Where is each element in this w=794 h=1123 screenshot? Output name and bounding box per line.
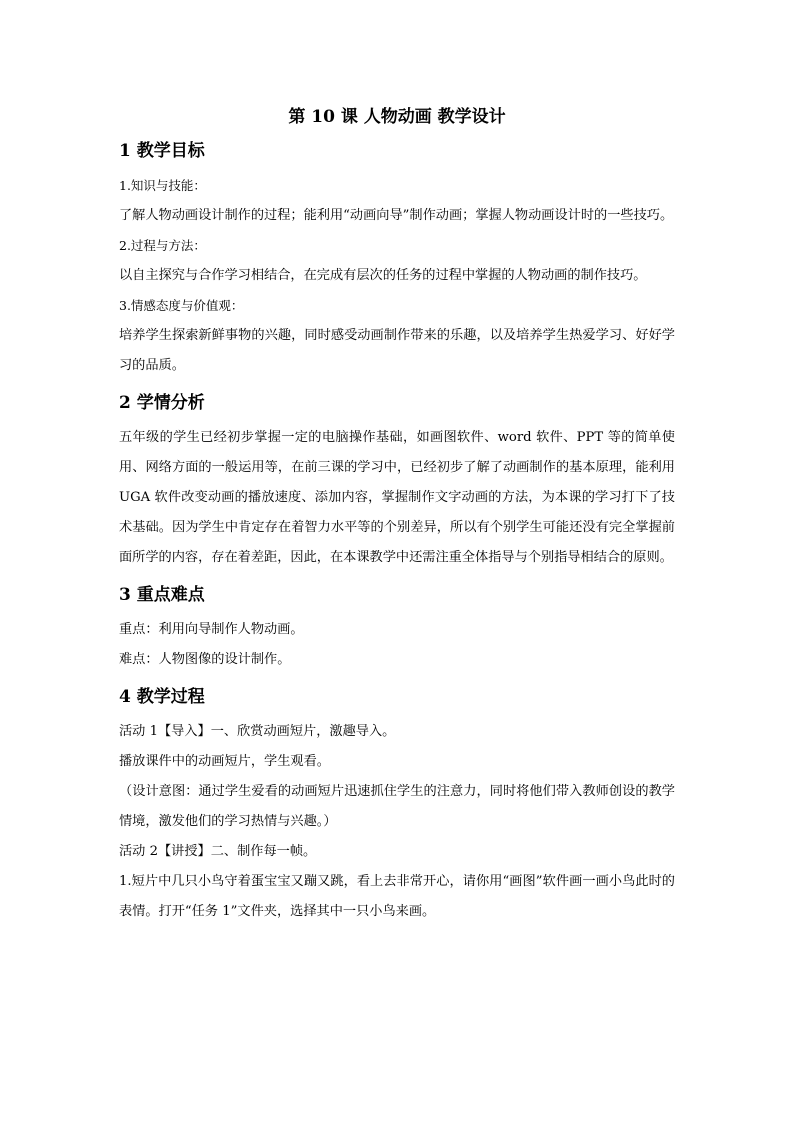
paragraph-key-point: 重点：利用向导制作人物动画。 [119, 622, 304, 637]
paragraph-activity-2: 活动 2【讲授】二、制作每一帧。 [119, 844, 317, 859]
document-content [119, 102, 675, 927]
paragraph-process-method-label: 2.过程与方法： [119, 238, 206, 253]
paragraph-emotion-values-label: 3.情感态度与价值观： [119, 298, 244, 313]
section-heading-teaching-process: 4 教学过程 [119, 687, 205, 707]
paragraph-emotion-values: 培养学生探索新鲜事物的兴趣，同时感受动画制作带来的乐趣，以及培养学生热爱学习、好好学习的品质。 [119, 328, 675, 373]
paragraph-design-intent: （设计意图：通过学生爱看的动画短片迅速抓住学生的注意力，同时将他们带入教师创设的教学情境，激发他们的学习热情与兴趣。） [119, 784, 675, 829]
paragraph-task-1: 1.短片中几只小鸟守着蛋宝宝又蹦又跳，看上去非常开心，请你用“画图”软件画一画小鸟此时的表情。打开“任务 1”文件夹，选择其中一只小鸟来画。 [119, 874, 675, 919]
paragraph-process-method: 以自主探究与合作学习相结合，在完成有层次的任务的过程中掌握的人物动画的制作技巧。 [119, 268, 647, 283]
paragraph-knowledge-skills-label: 1.知识与技能： [119, 178, 206, 193]
section-heading-teaching-goals: 1 教学目标 [119, 141, 205, 161]
section-heading-learner-analysis: 2 学情分析 [119, 393, 205, 413]
paragraph-knowledge-skills: 了解人物动画设计制作的过程；能利用“动画向导”制作动画；掌握人物动画设计时的一些技巧。 [119, 208, 674, 223]
document-title: 第 10 课 人物动画 教学设计 [288, 107, 506, 127]
paragraph-play-video: 播放课件中的动画短片，学生观看。 [119, 754, 330, 769]
section-heading-key-points: 3 重点难点 [119, 585, 205, 605]
paragraph-difficult-point: 难点：人物图像的设计制作。 [119, 652, 291, 667]
paragraph-learner-analysis: 五年级的学生已经初步掌握一定的电脑操作基础，如画图软件、word 软件、PPT 等的简单使用、网络方面的一般运用等，在前三课的学习中，已经初步了解了动画制作的基本原理，能利用 UGA 软件改变动画的播放速度、添加内容，掌握制作文字动画的方法，为本课的学习打下了技术基础。因为学生中肯定存在着智力水平等的个别差异，所以有个别学生可能还没有完全掌握前面所学的内容，存在着差距，因此，在本课教学中还需注重全体指导与个别指导相结合的原则。 [119, 430, 675, 565]
paragraph-activity-1: 活动 1【导入】一、欣赏动画短片，激趣导入。 [119, 724, 396, 739]
